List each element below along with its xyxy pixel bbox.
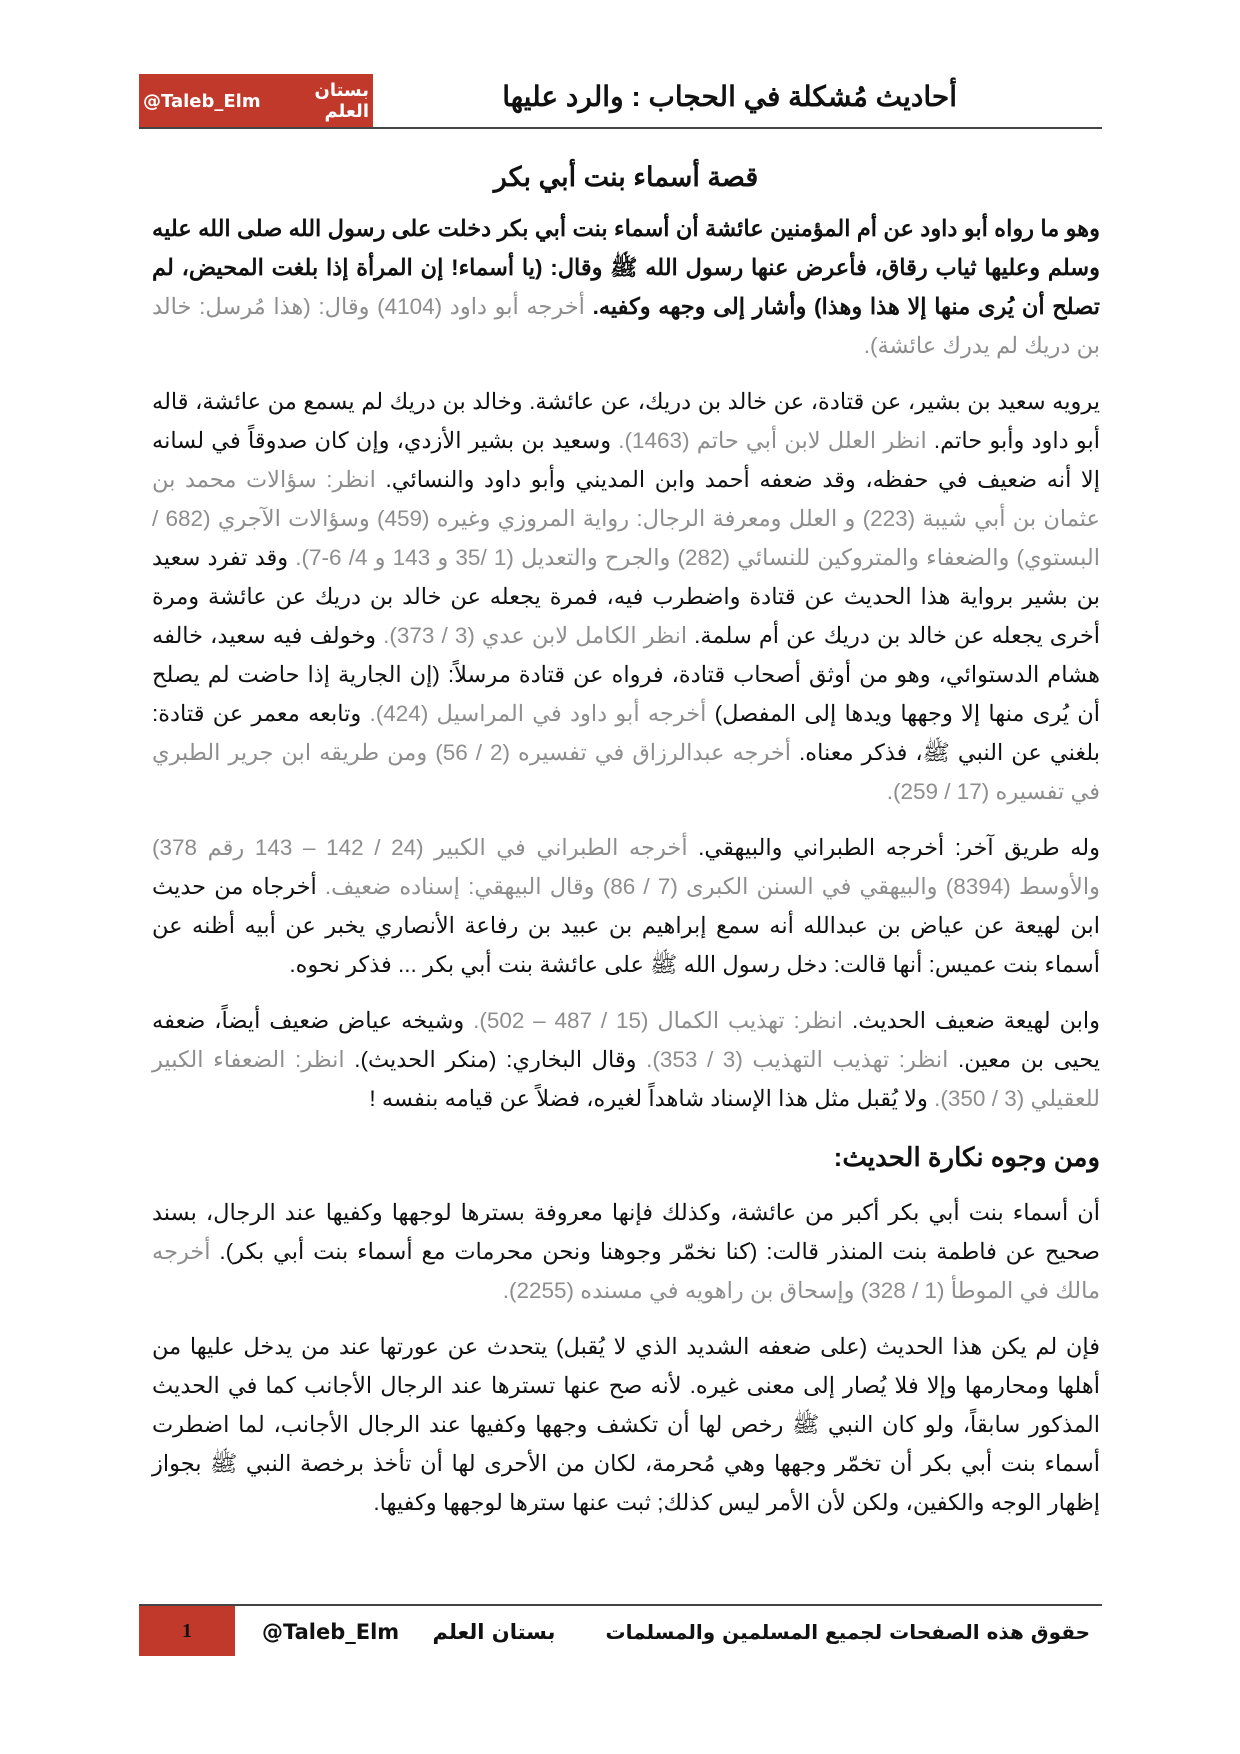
reference-text: انظر العلل لابن أبي حاتم (1463).	[618, 428, 934, 453]
main-content	[152, 155, 1100, 1539]
footer-handle: @Taleb_Elm	[262, 1620, 400, 1644]
paragraph-conclusion	[152, 1327, 1100, 1522]
reference-text: أخرجه أبو داود (4104) وقال: (هذا مُرسل: خالد بن دريك لم يدرك عائشة).	[152, 294, 1100, 358]
reference-text: أخرجه الطبراني في الكبير (24 / 142 – 143 رقم 378) والأوسط (8394) والبيهقي في السنن الكبرى (7 / 86) وقال البيهقي: إسناده ضعيف.	[152, 835, 1100, 899]
badge-handle: @Taleb_Elm	[143, 90, 261, 112]
reference-text: انظر: تهذيب الكمال (15 / 487 – 502).	[473, 1008, 852, 1033]
reference-text: أخرجه عبدالرزاق في تفسيره (2 / 56) ومن طريقه ابن جرير الطبري في تفسيره (17 / 259).	[152, 740, 1100, 804]
body-text: أخرجاه من حديث ابن لهيعة عن عياض بن عبدالله أنه سمع إبراهيم بن عبيد بن رفاعة الأنصاري يخبر عن أبيه أظنه عن أسماء بنت عميس: أنها قالت: دخل رسول الله ﷺ على عائشة بنت أبي بكر ... فذكر نحوه.	[152, 874, 1100, 977]
footer-rights: حقوق هذه الصفحات لجميع المسلمين والمسلمات	[605, 1620, 1090, 1644]
body-text: وقد تفرد سعيد بن بشير برواية هذا الحديث عن قتادة واضطرب فيه، فمرة يجعله عن خالد بن دريك عن عائشة ومرة أخرى يجعله عن خالد بن دريك عن أم سلمة.	[152, 545, 1100, 648]
reference-text: انظر: سؤالات محمد بن عثمان بن أبي شيبة (223) و العلل ومعرفة الرجال: رواية المروزي وغيره (459) وسؤالات الآجري (682 / البستوي) والضعفاء والمتروكين للنسائي (282) والجرح والتعديل (1 /35 و 143 و 4/ 6-7).	[152, 467, 1100, 570]
footer-brand-name: بستان العلم	[432, 1620, 556, 1644]
body-text: وابن لهيعة ضعيف الحديث.	[851, 1008, 1100, 1033]
header-title: أحاديث مُشكلة في الحجاب : والرد عليها	[502, 81, 957, 112]
subheading: ومن وجوه نكارة الحديث:	[833, 1142, 1100, 1172]
paragraph-hadith	[152, 209, 1100, 365]
hadith-text: وهو ما رواه أبو داود عن أم المؤمنين عائشة أن أسماء بنت أبي بكر دخلت على رسول الله صلى الله عليه وسلم وعليها ثياب رقاق، فأعرض عنها رسول الله ﷺ وقال: (يا أسماء! إن المرأة إذا بلغت المحيض، لم تصلح أن يُرى منها إلا هذا وهذا) وأشار إلى وجهه وكفيه.	[152, 216, 1100, 319]
body-text: فإن لم يكن هذا الحديث (على ضعفه الشديد الذي لا يُقبل) يتحدث عن عورتها عند من يدخل عليها من أهلها ومحارمها وإلا فلا يُصار إلى معنى غيره. لأنه صح عنها تسترها عند الرجال الأجانب كما في الحديث المذكور سابقاً، ولو كان النبي ﷺ رخص لها أن تكشف وجهها وكفيها عند الرجال الأجانب، لما اضطرت أسماء بنت أبي بكر أن تخمّر وجهها وهي مُحرمة، لكان من الأحرى لها أن تأخذ برخصة النبي ﷺ بجواز إظهار الوجه والكفين، ولكن لأن الأمر ليس كذلك; ثبت عنها سترها لوجهها وكفيها.	[152, 1334, 1100, 1515]
body-text: وله طريق آخر: أخرجه الطبراني والبيهقي.	[698, 835, 1100, 860]
reference-text: انظر: تهذيب التهذيب (3 / 353).	[646, 1047, 959, 1072]
body-text: أن أسماء بنت أبي بكر أكبر من عائشة، وكذلك فإنها معروفة بسترها لوجهها وكفيها عند الرجال، بسند صحيح عن فاطمة بنت المنذر قالت: (كنا نخمّر وجوهنا ونحن محرمات مع أسماء بنت أبي بكر).	[152, 1200, 1100, 1264]
body-text: وقال البخاري: (منكر الحديث).	[354, 1047, 647, 1072]
body-text: وخولف فيه سعيد، خالفه هشام الدستوائي، وهو من أوثق أصحاب قتادة، فرواه عن قتادة مرسلاً: (إن الجارية إذا حاضت لم يصلح أن يُرى منها إلا وجهها ويدها إلى المفصل)	[152, 623, 1101, 726]
reference-text: أخرجه مالك في الموطأ (1 / 328) وإسحاق بن راهويه في مسنده (2255).	[152, 1239, 1100, 1303]
body-text: وتابعه معمر عن قتادة: بلغني عن النبي ﷺ، فذكر معناه.	[152, 701, 1100, 765]
header-badge	[139, 74, 373, 128]
body-text: يرويه سعيد بن بشير، عن قتادة، عن خالد بن دريك، عن عائشة. وخالد بن دريك لم يسمع من عائشة، قاله أبو داود وأبو حاتم.	[152, 389, 1100, 453]
paragraph-ibn-lahia	[152, 1001, 1100, 1118]
header-divider	[139, 127, 1102, 129]
reference-text: انظر: الضعفاء الكبير للعقيلي (3 / 350).	[152, 1047, 1100, 1111]
body-text: وسعيد بن بشير الأزدي، وإن كان صدوقاً في لسانه إلا أنه ضعيف في حفظه، وقد ضعفه أحمد وابن المديني وأبو داود والنسائي.	[152, 428, 1100, 492]
footer-brand	[262, 1620, 555, 1644]
section-heading: قصة أسماء بنت أبي بكر	[493, 162, 759, 192]
reference-text: أخرجه أبو داود في المراسيل (424).	[369, 701, 715, 726]
paragraph-other-route	[152, 828, 1100, 984]
paragraph-asma	[152, 1193, 1100, 1310]
badge-name: بستان العلم	[314, 80, 369, 122]
reference-text: انظر الكامل لابن عدي (3 / 373).	[383, 623, 695, 648]
paragraph-isnad	[152, 382, 1100, 811]
body-text: ولا يُقبل مثل هذا الإسناد شاهداً لغيره، فضلاً عن قيامه بنفسه !	[369, 1086, 935, 1111]
footer-divider	[139, 1604, 1102, 1606]
body-text: وشيخه عياض ضعيف أيضاً، ضعفه يحيى بن معين.	[152, 1008, 1100, 1072]
page-number: 1	[139, 1606, 235, 1656]
